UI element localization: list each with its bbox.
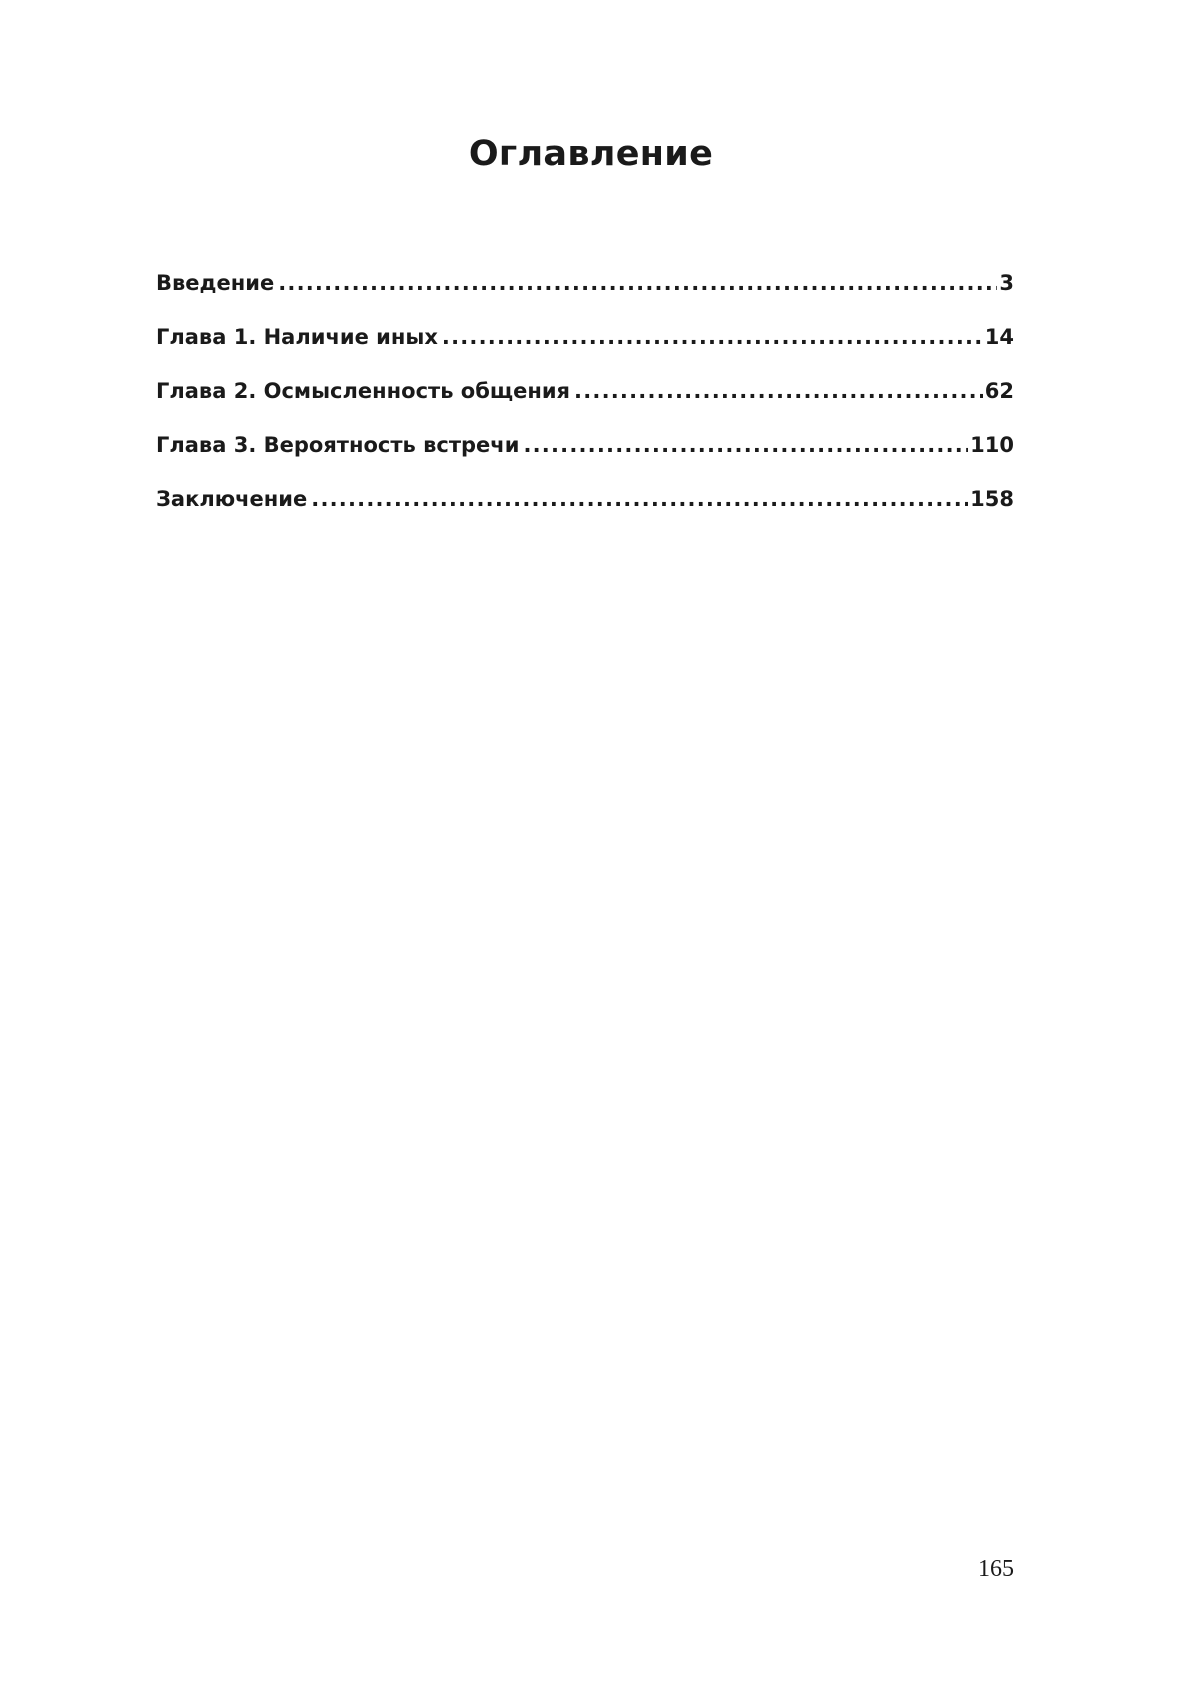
- toc-entry-chapter-1: [156, 325, 1014, 379]
- toc-entry-page: 14: [984, 325, 1014, 349]
- toc-entry-page: 158: [970, 487, 1014, 511]
- toc-entry-label: Заключение: [156, 487, 308, 511]
- toc-entry-introduction: [156, 271, 1014, 325]
- page-title: Оглавление: [468, 134, 714, 174]
- toc-entry-chapter-3: [156, 433, 1014, 487]
- toc-entry-chapter-2: [156, 379, 1014, 433]
- toc-dot-leader: [574, 379, 983, 403]
- toc-dot-leader: [523, 433, 968, 457]
- toc-entry-label: Глава 3. Вероятность встречи: [156, 433, 520, 457]
- toc-dot-leader: [442, 325, 983, 349]
- toc-entry-label: Глава 1. Наличие иных: [156, 325, 438, 349]
- toc-dot-leader: [311, 487, 968, 511]
- toc-entry-label: Введение: [156, 271, 275, 295]
- table-of-contents: [156, 271, 1014, 541]
- toc-entry-page: 3: [999, 271, 1014, 295]
- toc-entry-label: Глава 2. Осмысленность общения: [156, 379, 571, 403]
- toc-entry-page: 110: [970, 433, 1014, 457]
- toc-entry-page: 62: [984, 379, 1014, 403]
- page-number: 165: [978, 1556, 1014, 1582]
- toc-entry-conclusion: [156, 487, 1014, 541]
- toc-dot-leader: [278, 271, 997, 295]
